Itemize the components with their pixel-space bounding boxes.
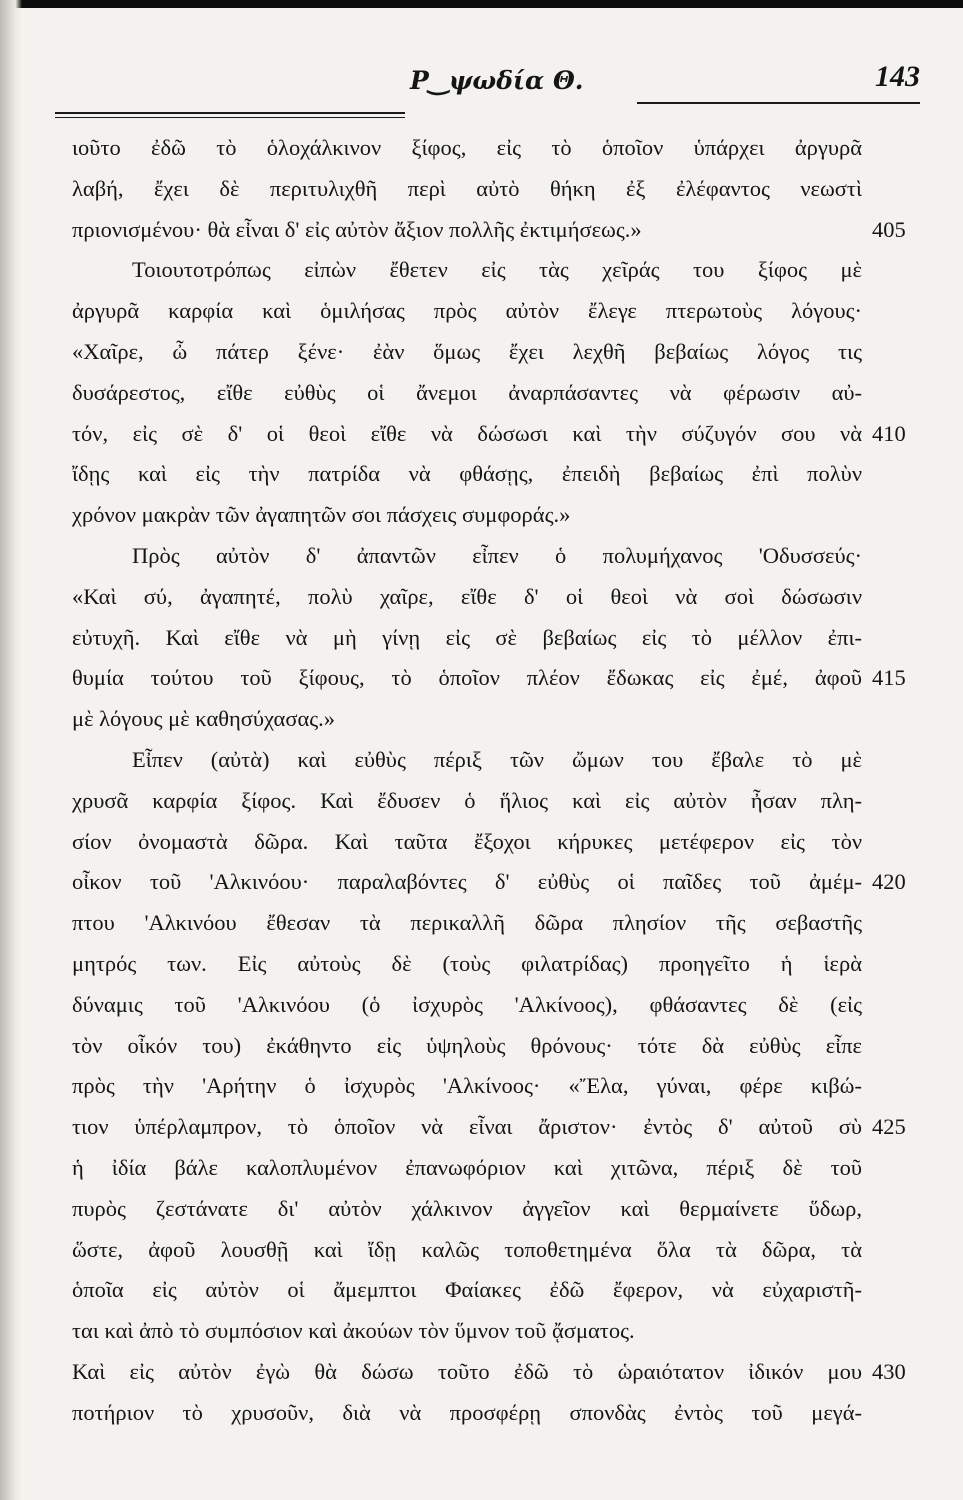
text-line: ιοῦτο ἐδῶ τὸ ὁλοχάλκινον ξίφος, εἰς τὸ ὁποῖον ὑπάρχει ἀργυρᾶ	[72, 135, 862, 160]
text-line: σίον ὀνομαστὰ δῶρα. Καὶ ταῦτα ἔξοχοι κήρυκες μετέφερον εἰς τὸν	[72, 828, 862, 854]
text-line: τιον ὑπέρλαμπρον, τὸ ὁποῖον νὰ εἶναι ἄριστον· ἐντὸς δ' αὐτοῦ σὺ	[72, 1114, 862, 1140]
text-line: πυρὸς ζεστάνατε δι' αὐτὸν χάλκινον ἀγγεῖον καὶ θερμαίνετε ὕδωρ,	[72, 1195, 862, 1221]
text-line: «Καὶ σύ, ἀγαπητέ, πολὺ χαῖρε, εἴθε δ' οἱ θεοὶ νὰ σοὶ δώσωσιν	[72, 583, 862, 609]
text-line: θυμία τούτου τοῦ ξίφους, τὸ ὁποῖον πλέον ἔδωκας εἰς ἐμέ, ἀφοῦ	[72, 665, 862, 691]
text-line: Πρὸς αὐτὸν δ' ἀπαντῶν εἶπεν ὁ πολυμήχανος 'Οδυσσεύς·	[132, 542, 862, 568]
page-number: 143	[875, 60, 920, 93]
text-line: τόν, εἰς σὲ δ' οἱ θεοὶ εἴθε νὰ δώσωσι καὶ τὴν σύζυγόν σου νὰ	[72, 420, 862, 446]
text-line: χρόνον μακρὰν τῶν ἀγαπητῶν σοι πάσχεις συμφοράς.»	[72, 502, 571, 528]
text-line: πρὸς τὴν 'Αρήτην ὁ ἰσχυρὸς 'Αλκίνοος· «Ἔλα, γύναι, φέρε κιβώ-	[72, 1073, 862, 1099]
page-binding-shadow	[0, 0, 22, 1500]
text-line: μὲ λόγους μὲ καθησύχασας.»	[72, 706, 336, 732]
page-header	[55, 58, 920, 118]
verse-line-number: 405	[872, 216, 906, 242]
text-line: χρυσᾶ καρφία ξίφος. Καὶ ἔδυσεν ὁ ἥλιος καὶ εἰς αὐτὸν ἦσαν πλη-	[72, 787, 862, 813]
verse-line-number: 415	[872, 665, 906, 691]
verse-line-number: 420	[872, 869, 906, 895]
verse-line-number: 430	[872, 1359, 906, 1384]
text-line: ποτήριον τὸ χρυσοῦν, διὰ νὰ προσφέρῃ σπονδὰς ἐντὸς τοῦ μεγά-	[72, 1399, 862, 1425]
page-top-edge	[0, 0, 963, 8]
text-line: Εἶπεν (αὐτὰ) καὶ εὐθὺς πέριξ τῶν ὤμων του ἔβαλε τὸ μὲ	[132, 746, 862, 772]
text-line: ται καὶ ἀπὸ τὸ συμπόσιον καὶ ἀκούων τὸν ὕμνον τοῦ ᾄσματος.	[72, 1318, 635, 1344]
text-line: πριονισμένου· θὰ εἶναι δ' εἰς αὐτὸν ἄξιον πολλῆς ἐκτιμήσεως.»	[72, 216, 642, 242]
text-line: μητρός των. Εἰς αὐτοὺς δὲ (τοὺς φιλατρίδας) προηγεῖτο ἡ ἱερὰ	[72, 950, 862, 976]
text-line: πτου 'Αλκινόου ἔθεσαν τὰ περικαλλῆ δῶρα πλησίον τῆς σεβαστῆς	[72, 910, 862, 936]
text-line: ὥστε, ἀφοῦ λουσθῇ καὶ ἴδῃ καλῶς τοποθετημένα ὅλα τὰ δῶρα, τὰ	[72, 1236, 862, 1262]
text-line: ἀργυρᾶ καρφία καὶ ὁμιλήσας πρὸς αὐτὸν ἔλεγε πτερωτοὺς λόγους·	[72, 298, 862, 324]
text-line: ὁποῖα εἰς αὐτὸν οἱ ἄμεμπτοι Φαίακες ἐδῶ ἔφερον, νὰ εὐχαριστῆ-	[72, 1277, 862, 1303]
text-line: δύναμις τοῦ 'Αλκινόου (ὁ ἰσχυρὸς 'Αλκίνοος), φθάσαντες δὲ (εἰς	[72, 991, 862, 1017]
header-rule-left	[55, 112, 405, 118]
running-title: Ρ‿ψωδία Θ.	[410, 66, 584, 95]
text-line: τὸν οἶκόν του) ἐκάθηντο εἰς ὑψηλοὺς θρόνους· τότε δὰ εὐθὺς εἶπε	[72, 1032, 862, 1058]
verse-line-numbers	[872, 128, 942, 1384]
text-line: «Χαῖρε, ὦ πάτερ ξένε· ἐὰν ὅμως ἔχει λεχθῆ βεβαίως λόγος τις	[72, 338, 862, 364]
text-line: οἶκον τοῦ 'Αλκινόου· παραλαβόντες δ' εὐθὺς οἱ παῖδες τοῦ ἀμέμ-	[72, 869, 862, 895]
text-line: ἡ ἰδία βάλε καλοπλυμένον ἐπανωφόριον καὶ χιτῶνα, πέριξ δὲ τοῦ	[72, 1154, 862, 1180]
text-line: λαβή, ἔχει δὲ περιτυλιχθῆ περὶ αὐτὸ θήκη ἐξ ἐλέφαντος νεωστὶ	[72, 175, 862, 201]
text-line: δυσάρεστος, εἴθε εὐθὺς οἱ ἄνεμοι ἀναρπάσαντες νὰ φέρωσιν αὐ-	[72, 379, 862, 405]
header-rule-right	[637, 102, 920, 104]
text-line: εὐτυχῆ. Καὶ εἴθε νὰ μὴ γίνῃ εἰς σὲ βεβαίως εἰς τὸ μέλλον ἐπι-	[72, 624, 862, 650]
verse-line-number: 410	[872, 420, 906, 446]
verse-line-number: 425	[872, 1114, 906, 1140]
text-line: ἴδῃς καὶ εἰς τὴν πατρίδα νὰ φθάσῃς, ἐπειδὴ βεβαίως ἐπὶ πολὺν	[72, 461, 862, 487]
text-line: Τοιουτοτρόπως εἰπὼν ἔθετεν εἰς τὰς χεῖράς του ξίφος μὲ	[132, 257, 862, 283]
text-line: Καὶ εἰς αὐτὸν ἐγὼ θὰ δώσω τοῦτο ἐδῶ τὸ ὡραιότατον ἰδικόν μου	[72, 1358, 862, 1384]
body-text	[72, 128, 862, 1434]
